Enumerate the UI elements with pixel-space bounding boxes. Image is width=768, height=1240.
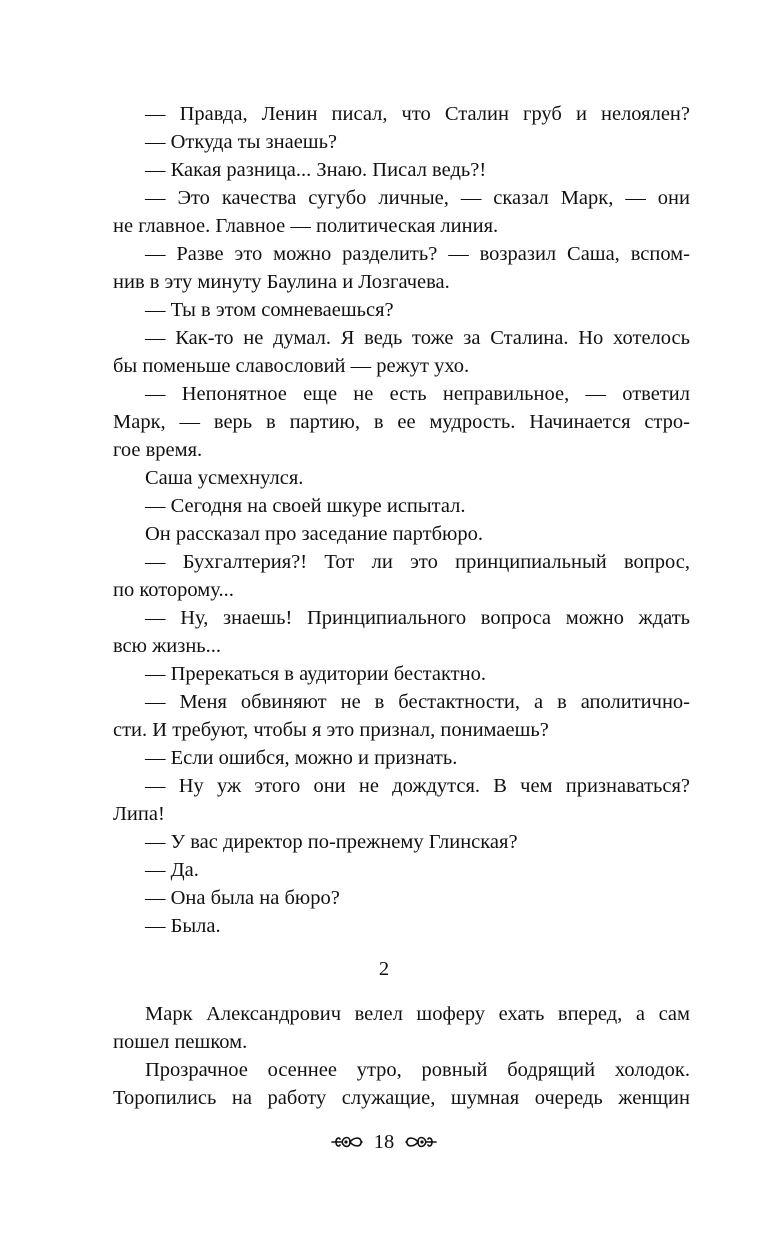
text-line: — Бухгалтерия?! Тот ли это принципиальный вопрос, [145,551,690,573]
text-line: всю жизнь... [113,635,222,657]
text-line: — Если ошибся, можно и признать. [145,747,458,769]
floral-ornament-icon [404,1133,438,1151]
text-line: — Меня обвиняют не в бестактности, а в аполитично- [145,691,690,713]
text-line: Марк, — верь в партию, в ее мудрость. Начинается стро- [113,411,690,433]
text-line: — Ты в этом сомневаешься? [145,299,394,321]
text-line: Липа! [113,803,165,825]
text-line: — Это качества сугубо личные, — сказал Марк, — они [145,187,690,209]
text-line: — Она была на бюро? [145,887,340,909]
text-line: гое время. [113,439,203,461]
text-line: — Сегодня на своей шкуре испытал. [145,495,466,517]
text-line: нив в эту минуту Баулина и Лозгачева. [113,271,450,293]
text-line: Марк Александрович велел шоферу ехать вперед, а сам [145,1003,690,1025]
text-line: бы поменьше славословий — режут ухо. [113,355,470,377]
text-line: — Да. [145,859,199,881]
floral-ornament-icon [330,1133,364,1151]
text-line: — Как-то не думал. Я ведь тоже за Сталина. Но хотелось [145,327,690,349]
page-footer [0,1128,768,1156]
text-line: — Ну, знаешь! Принципиального вопроса можно ждать [145,607,690,629]
page-number: 18 [373,1131,395,1153]
text-line: Прозрачное осеннее утро, ровный бодрящий холодок. [145,1059,690,1081]
text-line: — Была. [145,915,221,937]
text-line: сти. И требуют, чтобы я это признал, понимаешь? [113,719,549,741]
chapter-number: 2 [378,958,390,980]
text-line: — Разве это можно разделить? — возразил Саша, вспом- [145,243,690,265]
text-line: Саша усмехнулся. [145,467,304,489]
text-line: — Правда, Ленин писал, что Сталин груб и нелоялен? [145,103,690,125]
text-line: Он рассказал про заседание партбюро. [145,523,483,545]
text-line: — Откуда ты знаешь? [145,131,338,153]
text-line: — У вас директор по-прежнему Глинская? [145,831,518,853]
text-line: — Какая разница... Знаю. Писал ведь?! [145,159,487,181]
text-line: не главное. Главное — политическая линия. [113,215,499,237]
text-line: — Ну уж этого они не дождутся. В чем признаваться? [145,775,690,797]
text-line: пошел пешком. [113,1031,248,1053]
text-line: Торопились на работу служащие, шумная очередь женщин [113,1087,690,1109]
text-line: по которому... [113,579,234,601]
text-line: — Непонятное еще не есть неправильное, — ответил [145,383,690,405]
text-line: — Пререкаться в аудитории бестактно. [145,663,486,685]
